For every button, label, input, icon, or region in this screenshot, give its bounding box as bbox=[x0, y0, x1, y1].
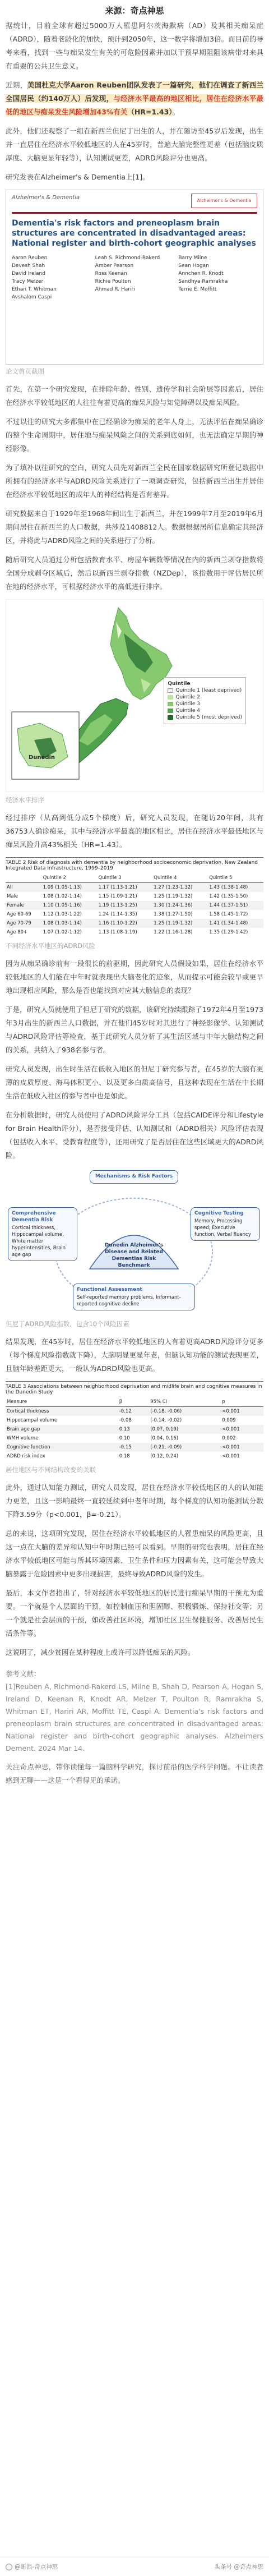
author: David Ireland bbox=[12, 271, 45, 277]
paper-screenshot bbox=[6, 190, 263, 365]
author: Ethan T. Whitman bbox=[12, 287, 57, 292]
paragraph: 研究数据来自于1929年至1968年间出生于新西兰，并在1999年7月至2019年6月期间居住在新西兰的人口数据，共涉及1408812人。数据根据居所信息确定其经济区，并将此与ADRD风险之间的关系进行了分析。 bbox=[6, 509, 263, 545]
table-row: Age 80+ 1.07 (1.02-1.12) 1.13 (1.08-1.19) 1.22 (1.16-1.28) 1.35 (1.29-1.42) bbox=[7, 930, 248, 935]
paragraph: 最后，本文作者指出了，针对经济水平较低地区的居民进行痴呆早期的干预尤为重要。一个就是个人层面的干预，如控制血压和胆固醇、积极锻炼、保持社交等；另一个就是社会层面的干预，如改善社区环境，增加社区卫生保健服务、改善居民生活条件等。 bbox=[6, 1589, 263, 1637]
journal-name: Alzheimer's & Dementia bbox=[12, 195, 80, 201]
table-row: Cognitive function -0.15 (-0.21, -0.09) <0.001 bbox=[6, 1443, 263, 1452]
paragraph: 因为从痴呆确诊前有一段很长的前驱期，因此研究人员假设如果，居住在经济水平较低地区的人们能在中年时就表现出大脑老化的迹象，从而提示可能会较早或更早地出现相应风险，那么是否也能找到对应其大脑信息的表现？ bbox=[6, 959, 263, 995]
table-row: Brain age gap 0.13 (0.07, 0.19) <0.001 bbox=[6, 1425, 263, 1434]
paragraph: 为了填补以往研究的空白，研究人员先对新西兰全民在国家数据研究所登记数据中所拥有的经济水平与ADRD风险关系进行了一项调查研究，包括新西兰出生并居住在经济水平较低地区的成年人的神经结构是否有差异。 bbox=[6, 463, 263, 499]
paragraph-publication: 研究发表在Alzheimer's & Dementia上[1]。 bbox=[6, 173, 150, 181]
text-key-finding: 与经济水平最高的地区相比，居住在经济水平最低的地区与痴呆发生风险增加43%有关 bbox=[6, 94, 263, 116]
framework-left-box: Comprehensive Dementia Risk Cortical thickness, Hippocampal volume, White matter hyperintensities, Brain age gap bbox=[8, 1207, 77, 1261]
references-title: 参考文献： bbox=[6, 1669, 41, 1678]
framework-top-box: Mechanisms & Risk Factors bbox=[90, 1170, 178, 1184]
table-row: Male 1.08 (1.02-1.14) 1.15 (1.09-1.21) 1.25 (1.19-1.32) 1.42 (1.35-1.50) bbox=[7, 894, 248, 899]
paragraph-intro: 据统计，目前全球有超过5000万人罹患阿尔茨海默病（AD）及其相关痴呆症（ADRD），随着老龄化的加快，预计到2050年，这一数字将增加3倍。而目前的导考来看，找到一些与痴呆发生有关的可危险因素并加以干预早期阻阻该病带对来具有重要的公共卫生意义。 bbox=[6, 21, 263, 70]
author: Devesh Shah bbox=[12, 263, 45, 269]
paper-title: Dementia's risk factors and preneoplasm brain structures are concentrated in disadvantaged areas: National register and birth-cohort geographic analyses bbox=[12, 219, 256, 248]
paragraph: 总的来说，这项研究发现，居住在经济水平较低地区的人罹患痴呆的风险更高，且这一点在大脑的差异和认知中年时期已经可以看到。早期的研究也表明，居住在经济水平较低地区可能与所其环境因素、卫生条件和压力因素有关，这可能会导致大脑暴露于危险因素中更多出现损害，最终导致ADRD风险的发生。 bbox=[6, 1529, 263, 1578]
legend-item: Quintile 2 bbox=[168, 694, 242, 700]
hazard-ratio-table bbox=[6, 857, 263, 937]
weibo-icon bbox=[6, 2564, 12, 2570]
author: Ahmad R. Hariri bbox=[95, 287, 135, 292]
legend-item: Quintile 4 bbox=[168, 708, 242, 714]
author: Barry Milne bbox=[178, 255, 207, 261]
divider bbox=[12, 212, 257, 214]
legend-item: Quintile 1 (least deprived) bbox=[168, 688, 242, 693]
author: Ross Keenan bbox=[95, 271, 127, 277]
source-header: 来源：奇点神思 bbox=[105, 6, 164, 16]
footer-left[interactable]: @新浪-奇点神思 bbox=[6, 2563, 58, 2571]
legend-title: Quintile bbox=[168, 681, 191, 687]
deprivation-map bbox=[6, 599, 263, 792]
paragraph: 这说明了，减少贫困在某种程度上或许可以降低痴呆的风险。 bbox=[6, 1648, 195, 1657]
footer-bar bbox=[0, 2557, 269, 2576]
paragraph: 经过排序（从高到低分成5个梯度）后，研究人员发现，在随访20年间，共有36753人确诊痴呆，其中与经济水平最高的地区相比，居住在经济水平最低地区与痴呆风险升高43%相关（HR=1.43）。 bbox=[6, 813, 263, 849]
author: Aaron Reuben bbox=[12, 255, 48, 261]
framework-center-title: Dunedin Alzheimer's Disease and Related Dementias Risk Benchmark bbox=[104, 1243, 164, 1268]
author: Leah S. Richmond-Rakerd bbox=[95, 255, 160, 261]
table-caption: TABLE 3 Associations between neighborhood deprivation and midlife brain and cognitive measures in the Dunedin Study bbox=[6, 1384, 262, 1395]
footer-right[interactable]: 头条号 @奇点神思 bbox=[214, 2564, 263, 2570]
author: Sean Hogan bbox=[178, 263, 209, 269]
framework-bottom-box: Functional Assessment Self-reported memory problems, Informant-reported cognitive decline bbox=[73, 1284, 195, 1310]
author-list bbox=[12, 254, 257, 301]
author: Terrie E. Moffitt bbox=[178, 287, 217, 292]
author: Avshalom Caspi bbox=[12, 295, 52, 300]
table-row: Female 1.10 (1.05-1.16) 1.19 (1.13-1.25) 1.30 (1.24-1.36) 1.44 (1.37-1.51) bbox=[6, 901, 263, 910]
table-row: All 1.09 (1.05-1.13) 1.17 (1.13-1.21) 1.27 (1.23-1.32) 1.43 (1.38-1.48) bbox=[6, 883, 263, 893]
map-legend bbox=[164, 677, 246, 724]
table-header-row: Measure β 95% CI p bbox=[6, 1397, 263, 1407]
risk-framework-diagram bbox=[6, 1168, 263, 1315]
inset-label: Dunedin bbox=[29, 755, 55, 761]
table-caption: TABLE 2 Risk of diagnosis with dementia by neighborhood socioeconomic deprivation, New Zealand Integrated Data Infrastructure, 1999–2019 bbox=[6, 860, 258, 871]
caption-paper: 论文首页截图 bbox=[6, 367, 44, 375]
author: Tracy Melzer bbox=[12, 279, 44, 284]
author: Annchen R. Knodt bbox=[178, 271, 224, 277]
journal-logo: Alzheimer's & Dementia bbox=[191, 194, 257, 208]
text-lead: 近期， bbox=[6, 81, 27, 89]
text-period: 。 bbox=[172, 108, 180, 116]
paragraph: 随后研究人员通过分析包括教育水平、房屋车辆数等情况在内的新西兰剥夺指数将全国分成剥夺区域后，然后以新西兰剥夺指数（NZDep），该指数用于评估居民所在地的经济水平，可根据经济水平的高低进行排序。 bbox=[6, 555, 263, 591]
text-hr: （HR=1.43） bbox=[127, 108, 173, 116]
legend-item: Quintile 3 bbox=[168, 701, 242, 707]
caption-table2: 居住地区与不同结构改变的关联 bbox=[6, 1466, 96, 1474]
table-row: Age 60-69 1.12 (1.03-1.22) 1.24 (1.14-1.35) 1.38 (1.27-1.50) 1.58 (1.45-1.72) bbox=[7, 912, 248, 917]
structure-association-table bbox=[6, 1381, 263, 1461]
caption-framework: 但尼丁ADRD风险指数，包含10个风险因素 bbox=[6, 1320, 129, 1328]
paragraph: 在分析数据时，研究人员使用了ADRD风险评分工具（包括CAIDE评分和Lifestyle for Brain Health评分），是否接受评估、认知测试和（ADRD相关）风险评估表现（包括收入水平、受教育程度等），还用研究了是否居住在这些区域更大的ADRD风险。 bbox=[6, 1111, 263, 1160]
text-team: 美国杜克大学Aaron Reuben团队发表了一篇研究，他们在调查了新西兰全国居民（约140万人）后发现， bbox=[6, 81, 263, 103]
paragraph: 于是，研究人员就使用了但尼丁研究的数据，该研究持续跟踪了1972年4月至1973年3月出生的新西兰人口数据，并在他们45岁时对其进行了神经影像学、认知测试与ADRD风险评估等检查，基于此研究人员分析了其生活区域与中年大脑结构之间的关系，共纳入了938名参与者。 bbox=[6, 1005, 263, 1054]
author: Sandhya Ramrakha bbox=[178, 279, 228, 284]
table-row: WMH volume 0.10 (0.04, 0.16) 0.002 bbox=[7, 1436, 236, 1441]
paragraph: 此外，通过认知能力测试，研究人员发现，居住在经济水平较低地区的人的认知能力更差，且这一影响最终一直较延续到中老年时期，每个梯度的认知功能测试分数下降3.59分（p<0.001，β=-0.21）。 bbox=[6, 1483, 263, 1519]
caption-map: 经济水平排序 bbox=[6, 796, 44, 804]
paragraph: 首先，在第一个研究发现，在排除年龄、性别、遗传学和社会阶层等因素后，居住在经济水平较低地区的人往往有着更高的痴呆风险与知觉障碍以及痴呆风险。 bbox=[6, 385, 263, 407]
references-body: [1]Reuben A, Richmond-Rakerd LS, Milne B, Shah D, Pearson A, Hogan S, Ireland D, Keenan R, Knodt AR, Melzer T, Poulton R, Ramrakha S, Whitman ET, Hariri AR, Moffitt TE, Caspi A. Dementia's risk factors and preneoplasm brain structures are concentrated in disadvantaged areas: National register and birth-cohort geographic analyses. Alzheimers Dement. 2024 Mar 14. bbox=[6, 1682, 263, 1752]
table-header-row: Quintile 2 Quintile 3 Quintile 4 Quintile 5 bbox=[6, 873, 263, 883]
caption-table1: 不同经济水平地区的ADRD风险 bbox=[6, 942, 96, 950]
framework-right-box: Cognitive Testing Memory, Processing speed, Executive function, Verbal fluency bbox=[191, 1207, 260, 1241]
paragraph: 研究人员发现，出生时生活在低收入地区的但尼丁研究参与者，在45岁的大脑有更薄的皮质厚度、海马体积更小、以及更多白质高信号，且这种表现在生活在中长期生活在低收入社区的参与者中也是如此。 bbox=[6, 1065, 263, 1100]
closing-note: 关注奇点神思，带你读懂每一篇脑科学研究，探讨前沿的医学科学问题。不让读者感到无聊——这是一个看得见的承诺。 bbox=[6, 1763, 263, 1784]
paragraph: 结果发现，在45岁时，居住在经济水平较低地区的人有着更高ADRD风险评分更多（每个梯度风险指数就下降），大脑明显更显年老，但脑认知功能的测试表现更差，且脑年龄差距更大，一般认为ADRD风险也更高。 bbox=[6, 1337, 263, 1373]
table-row: Cortical thickness -0.12 (-0.18, -0.06) <0.001 bbox=[6, 1407, 263, 1416]
paragraph: 不过以往的研究大多都集中在已经确诊为痴呆的老年人身上，无法评估在痴呆确诊的整个生命周期中，居住地与痴呆风险之间的关系到底如何，也无法确定早期的神经影像。 bbox=[6, 417, 263, 453]
table-row: Age 70-79 1.08 (1.03-1.14) 1.16 (1.10-1.22) 1.25 (1.19-1.32) 1.41 (1.34-1.48) bbox=[6, 919, 263, 928]
author: Amber Pearson bbox=[95, 263, 134, 269]
table-row: ADRD risk index 0.18 (0.12, 0.24) <0.001 bbox=[7, 1453, 240, 1459]
legend-item: Quintile 5 (most deprived) bbox=[168, 715, 242, 720]
table-row: Hippocampal volume -0.08 (-0.14, -0.02) 0.009 bbox=[7, 1418, 236, 1423]
paragraph-dunedin: 此外，他们还观察了一组在新西兰但尼丁出生的人，并在随访至45岁后发现，出生并一直居住在经济水平较低地区的人在45岁时，普遍大脑完整性更差（包括脑皮质厚度、大脑更显年轻等），认知测试更差，ADRD风险评分也更高。 bbox=[6, 127, 263, 162]
paragraph-finding bbox=[0, 79, 269, 119]
author: Richie Poulton bbox=[95, 279, 131, 284]
